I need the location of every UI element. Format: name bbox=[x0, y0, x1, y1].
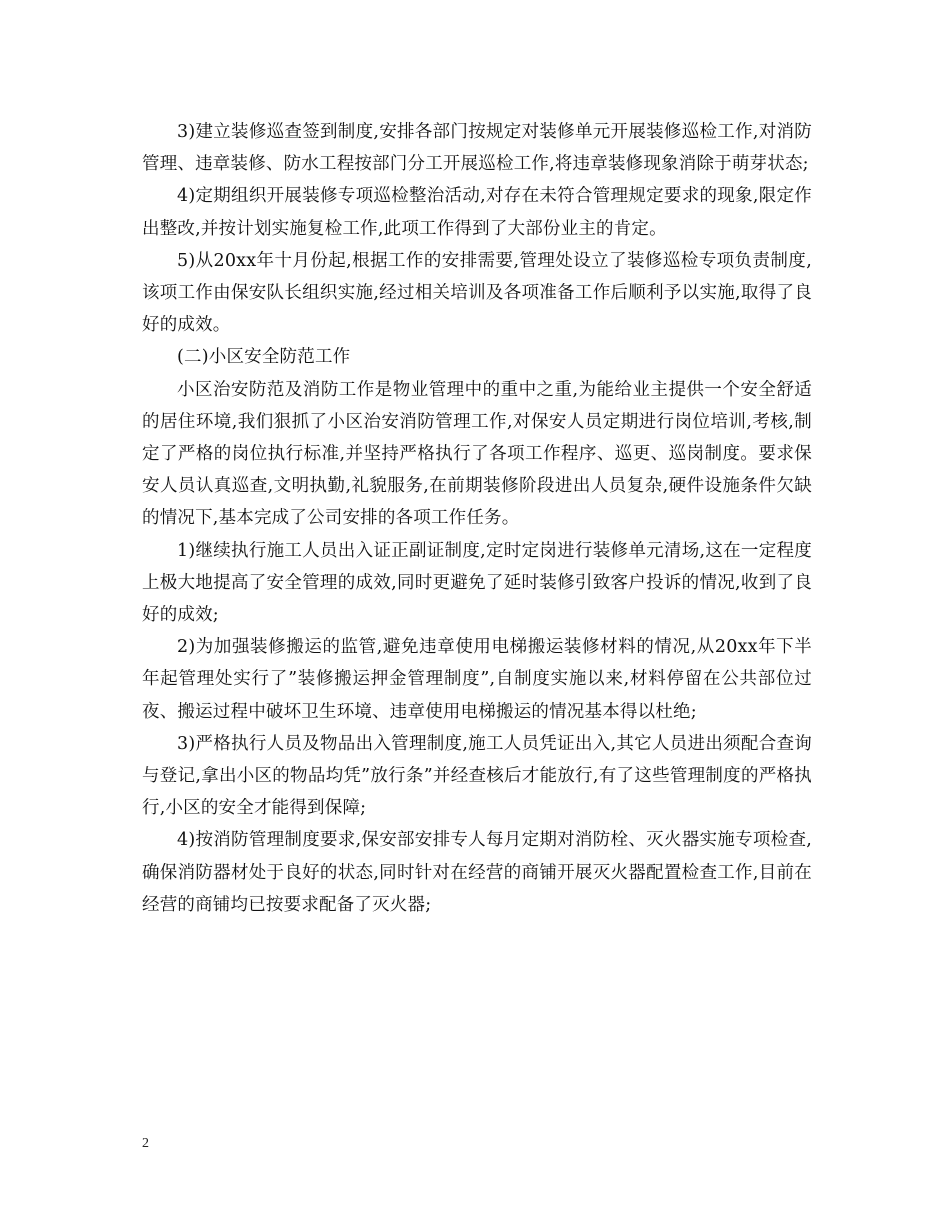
paragraph-item-1-access-pass: 1)继续执行施工人员出入证正副证制度,定时定岗进行装修单元清场,这在一定程度上极大地提高了安全管理的成效,同时更避免了延时装修引致客户投诉的情况,收到了良好的成效; bbox=[142, 540, 812, 626]
paragraph-item-3-patrol-signin: 3)建立装修巡查签到制度,安排各部门按规定对装修单元开展装修巡检工作,对消防管理、违章装修、防水工程按部门分工开展巡检工作,将违章装修现象消除于萌芽状态; bbox=[142, 122, 812, 175]
paragraph-item-5-patrol-responsibility: 5)从20xx年十月份起,根据工作的安排需要,管理处设立了装修巡检专项负责制度,该项工作由保安队长组织实施,经过相关培训及各项准备工作后顺利予以实施,取得了良好的成效。 bbox=[142, 250, 812, 336]
paragraph-item-4-fire-safety: 4)按消防管理制度要求,保安部安排专人每月定期对消防栓、灭火器实施专项检查,确保消防器材处于良好的状态,同时针对在经营的商铺开展灭火器配置检查工作,目前在经营的商铺均已按要求配备了灭火器; bbox=[142, 830, 812, 915]
document-body bbox=[142, 116, 812, 921]
section-heading-security: (二)小区安全防范工作 bbox=[177, 347, 351, 368]
paragraph-item-4-special-inspection: 4)定期组织开展装修专项巡检整治活动,对存在未符合管理规定要求的现象,限定作出整改,并按计划实施复检工作,此项工作得到了大部份业主的肯定。 bbox=[142, 186, 812, 239]
paragraph-item-2-moving-deposit: 2)为加强装修搬运的监管,避免违章使用电梯搬运装修材料的情况,从20xx年下半年起管理处实行了”装修搬运押金管理制度”,自制度实施以来,材料停留在公共部位过夜、搬运过程中破坏卫生环境、违章使用电梯搬运的情况基本得以杜绝; bbox=[142, 637, 812, 722]
paragraph-security-overview: 小区治安防范及消防工作是物业管理中的重中之重,为能给业主提供一个安全舒适的居住环境,我们狠抓了小区治安消防管理工作,对保安人员定期进行岗位培训,考核,制定了严格的岗位执行标准,并坚持严格执行了各项工作程序、巡更、巡岗制度。要求保安人员认真巡查,文明执勤,礼貌服务,在前期装修阶段进出人员复杂,硬件设施条件欠缺的情况下,基本完成了公司安排的各项工作任务。 bbox=[142, 379, 812, 529]
page-number: 2 bbox=[142, 1136, 149, 1151]
paragraph-item-3-entry-exit: 3)严格执行人员及物品出入管理制度,施工人员凭证出入,其它人员进出须配合查询与登记,拿出小区的物品均凭”放行条”并经查核后才能放行,有了这些管理制度的严格执行,小区的安全才能得到保障; bbox=[142, 733, 812, 819]
